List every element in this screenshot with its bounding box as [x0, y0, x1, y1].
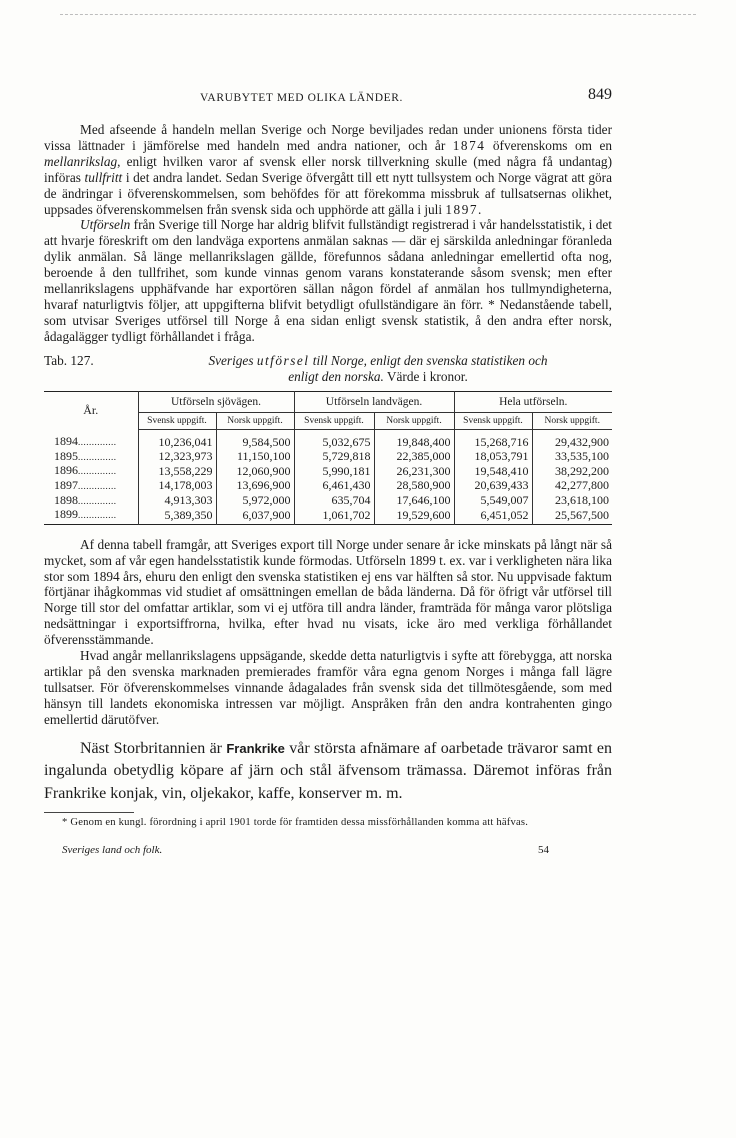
year-cell — [44, 494, 138, 509]
leader-dots: .............. — [78, 466, 117, 477]
table-row — [44, 479, 612, 494]
year-value: 1899 — [54, 507, 78, 522]
term-mellanrikslag: mellanrikslag — [44, 153, 118, 169]
paragraph-union-trade — [44, 122, 612, 217]
group-header-total: Hela utförseln. — [454, 391, 612, 412]
value-cell: 19,529,600 — [374, 508, 454, 524]
country-frankrike: Frankrike — [226, 740, 285, 756]
value-cell: 6,461,430 — [294, 479, 374, 494]
col-year-header: År. — [83, 402, 99, 417]
value-cell: 4,913,303 — [138, 494, 216, 509]
value-cell: 5,972,000 — [216, 494, 294, 509]
year-value: 1894 — [54, 434, 78, 449]
paragraph-termination: Hvad angår mellanrikslagens uppsägande, skedde detta naturligtvis i syfte att förebygga, att norska artiklar på den svenska marknaden premierades framför våra egna genom Norges i många fall lägre tullsatser. För öfverenskommelses vinnande ådagalades från svensk sida det tillmötesgående, som med hänsyn till landets ekonomiska intressen var möjligt. Anspråken från den andra kontrahenten gingo emellertid därutöfver. — [44, 648, 612, 727]
paragraph-france — [44, 738, 612, 806]
footer-source: Sveriges land och folk. — [62, 843, 163, 856]
year-value: 1896 — [54, 463, 78, 478]
value-cell: 1,061,702 — [294, 508, 374, 524]
sub-header-norsk: Norsk uppgift. — [216, 412, 294, 429]
year-cell — [44, 479, 138, 494]
caption-part: enligt den norska. — [288, 368, 384, 384]
value-cell: 38,292,200 — [532, 464, 612, 479]
leader-dots: .............. — [78, 480, 117, 491]
footnote-rule — [44, 812, 134, 813]
value-cell: 5,549,007 — [454, 494, 532, 509]
caption-part: Sveriges — [208, 352, 257, 368]
text-run: öfverenskoms om en — [485, 137, 613, 153]
value-cell: 10,236,041 — [138, 429, 216, 450]
term-tullfritt: tullfritt — [84, 169, 123, 185]
leader-dots: .............. — [78, 495, 117, 506]
sub-header-norsk: Norsk uppgift. — [532, 412, 612, 429]
caption-line-2 — [144, 369, 612, 385]
group-header-land: Utförseln landvägen. — [294, 391, 454, 412]
value-cell: 25,567,500 — [532, 508, 612, 524]
value-cell: 9,584,500 — [216, 429, 294, 450]
value-cell: 5,729,818 — [294, 450, 374, 465]
value-cell: 28,580,900 — [374, 479, 454, 494]
value-cell: 42,277,800 — [532, 479, 612, 494]
term-utforseln: Utförseln — [80, 217, 131, 233]
leader-dots: .............. — [78, 510, 117, 521]
group-header-sea: Utförseln sjövägen. — [138, 391, 294, 412]
page-number: 849 — [588, 86, 612, 103]
year-cell — [44, 450, 138, 465]
value-cell: 12,323,973 — [138, 450, 216, 465]
export-table — [44, 391, 612, 525]
value-cell: 29,432,900 — [532, 429, 612, 450]
year-1874: 1874 — [452, 137, 486, 153]
value-cell: 6,451,052 — [454, 508, 532, 524]
sub-header-norsk: Norsk uppgift. — [374, 412, 454, 429]
paragraph-export-registration — [44, 217, 612, 344]
value-cell: 22,385,000 — [374, 450, 454, 465]
year-cell — [44, 508, 138, 524]
value-cell: 19,548,410 — [454, 464, 532, 479]
caption-part: utförsel — [256, 352, 310, 368]
year-cell — [44, 464, 138, 479]
value-cell: 19,848,400 — [374, 429, 454, 450]
value-cell: 23,618,100 — [532, 494, 612, 509]
book-page — [44, 86, 612, 864]
page-footer — [44, 844, 612, 864]
caption-part: Värde i kronor. — [383, 368, 468, 384]
table-row — [44, 429, 612, 450]
value-cell: 20,639,433 — [454, 479, 532, 494]
table-caption — [44, 353, 612, 385]
year-value: 1895 — [54, 448, 78, 463]
table-row — [44, 508, 612, 524]
value-cell: 15,268,716 — [454, 429, 532, 450]
year-value: 1898 — [54, 492, 78, 507]
value-cell: 17,646,100 — [374, 494, 454, 509]
value-cell: 18,053,791 — [454, 450, 532, 465]
text-run: Med afseende å handeln mellan Sverige och Norge beviljades redan under unionens första tider vissa lättnader i jämförelse med handeln med andra nationer, och år — [44, 122, 612, 153]
text-run: , enligt hvilken varor af svensk eller norsk tillverkning skulle (med några få undantag) införas — [44, 153, 612, 185]
value-cell: 13,696,900 — [216, 479, 294, 494]
table-row — [44, 464, 612, 479]
year-1897: 1897 — [445, 201, 478, 217]
scan-artifact-line — [60, 14, 696, 16]
value-cell: 5,389,350 — [138, 508, 216, 524]
text-run: i det andra landet. Sedan Sverige öfvergått till ett nytt tullsystem och Norge vägrat att göra de ändringar i öfverenskommelsen, som behöfdes för att förekomma missbruk af tullsatsernas olikhet, uppsades öfverenskommelsen från svensk sida och upphörde att gälla i juli — [44, 169, 612, 217]
sub-header-svensk: Svensk uppgift. — [454, 412, 532, 429]
value-cell: 13,558,229 — [138, 464, 216, 479]
running-title: VARUBYTET MED OLIKA LÄNDER. — [200, 92, 403, 104]
year-value: 1897 — [54, 477, 78, 492]
table-row — [44, 450, 612, 465]
value-cell: 5,990,181 — [294, 464, 374, 479]
value-cell: 12,060,900 — [216, 464, 294, 479]
sub-header-svensk: Svensk uppgift. — [294, 412, 374, 429]
value-cell: 11,150,100 — [216, 450, 294, 465]
caption-part: till Norge, enligt den svenska statistiken och — [309, 352, 548, 368]
text-run: Näst Storbritannien är — [80, 739, 227, 757]
value-cell: 5,032,675 — [294, 429, 374, 450]
value-cell: 6,037,900 — [216, 508, 294, 524]
table-row — [44, 494, 612, 509]
year-cell — [44, 429, 138, 450]
signature-mark: 54 — [538, 843, 549, 856]
value-cell: 635,704 — [294, 494, 374, 509]
paragraph-table-conclusion: Af denna tabell framgår, att Sveriges export till Norge under senare år icke minskats på långt när så mycket, som af vår egen handelsstatistik kunde förmodas. Utförseln 1899 t. ex. var i verkligheten nära lika stor som 1894 års, ehuru den enligt den svenska statistiken ej ens var hälften så stor. Nu uppvisade faktum förtjänar ihågkommas vid studiet af omsättningen emellan de båda länderna. Då för öfrigt vår utförsel till Norge till stor del omfattar artiklar, som vi ej utföra till andra länder, framträda för många varor plötsliga nedsättningar i exportsiffrorna, hvilka, efter hvad nu visats, icke äro med verkliga förhållandet öfverensstämmande. — [44, 536, 612, 648]
footnote: * Genom en kungl. förordning i april 1901 torde för framtiden dessa missförhållanden komma att häfvas. — [62, 817, 529, 829]
table-label: Tab. 127. — [44, 352, 94, 368]
text-run: från Sverige till Norge har aldrig blifvit fullständigt registrerad i vår handelsstatistik, i det att hvarje föreskrift om den landväga exportens anmälan saknas — där ej särskilda anledningar föranleda dylik anmälan. Så länge mellanrikslagen gällde, förefunnos sådana anledningar emellertid ofta nog, beroende å den tullfrihet, som kunde vinnas genom varans konstaterande såsom svensk; men efter mellanrikslagens upphäfvande har exportören sällan någon fördel af anmälan hos tullmyndigheterna, hvaraf naturligtvis följer, att uppgifterna blifvit betydligt ofullständigare än förr. * Nedanstående tabell, som utvisar Sveriges utförsel till Norge å ena sidan enligt svensk statistik, å den andra efter norsk, ådagalägger tydligt förhållandet i fråga. — [44, 217, 612, 344]
leader-dots: .............. — [78, 451, 117, 462]
table-title — [144, 353, 612, 385]
page-header — [44, 86, 612, 110]
value-cell: 26,231,300 — [374, 464, 454, 479]
sub-header-svensk: Svensk uppgift. — [138, 412, 216, 429]
leader-dots: .............. — [78, 437, 117, 448]
text-run: . — [478, 201, 482, 217]
value-cell: 33,535,100 — [532, 450, 612, 465]
value-cell: 14,178,003 — [138, 479, 216, 494]
text-run: vår största afnämare af oarbetade trävaror samt en ingalunda obetydlig köpare af järn och stål äfvensom trämassa. Däremot införas från Frankrike konjak, vin, oljekakor, kaffe, konserver m. m. — [44, 739, 612, 802]
